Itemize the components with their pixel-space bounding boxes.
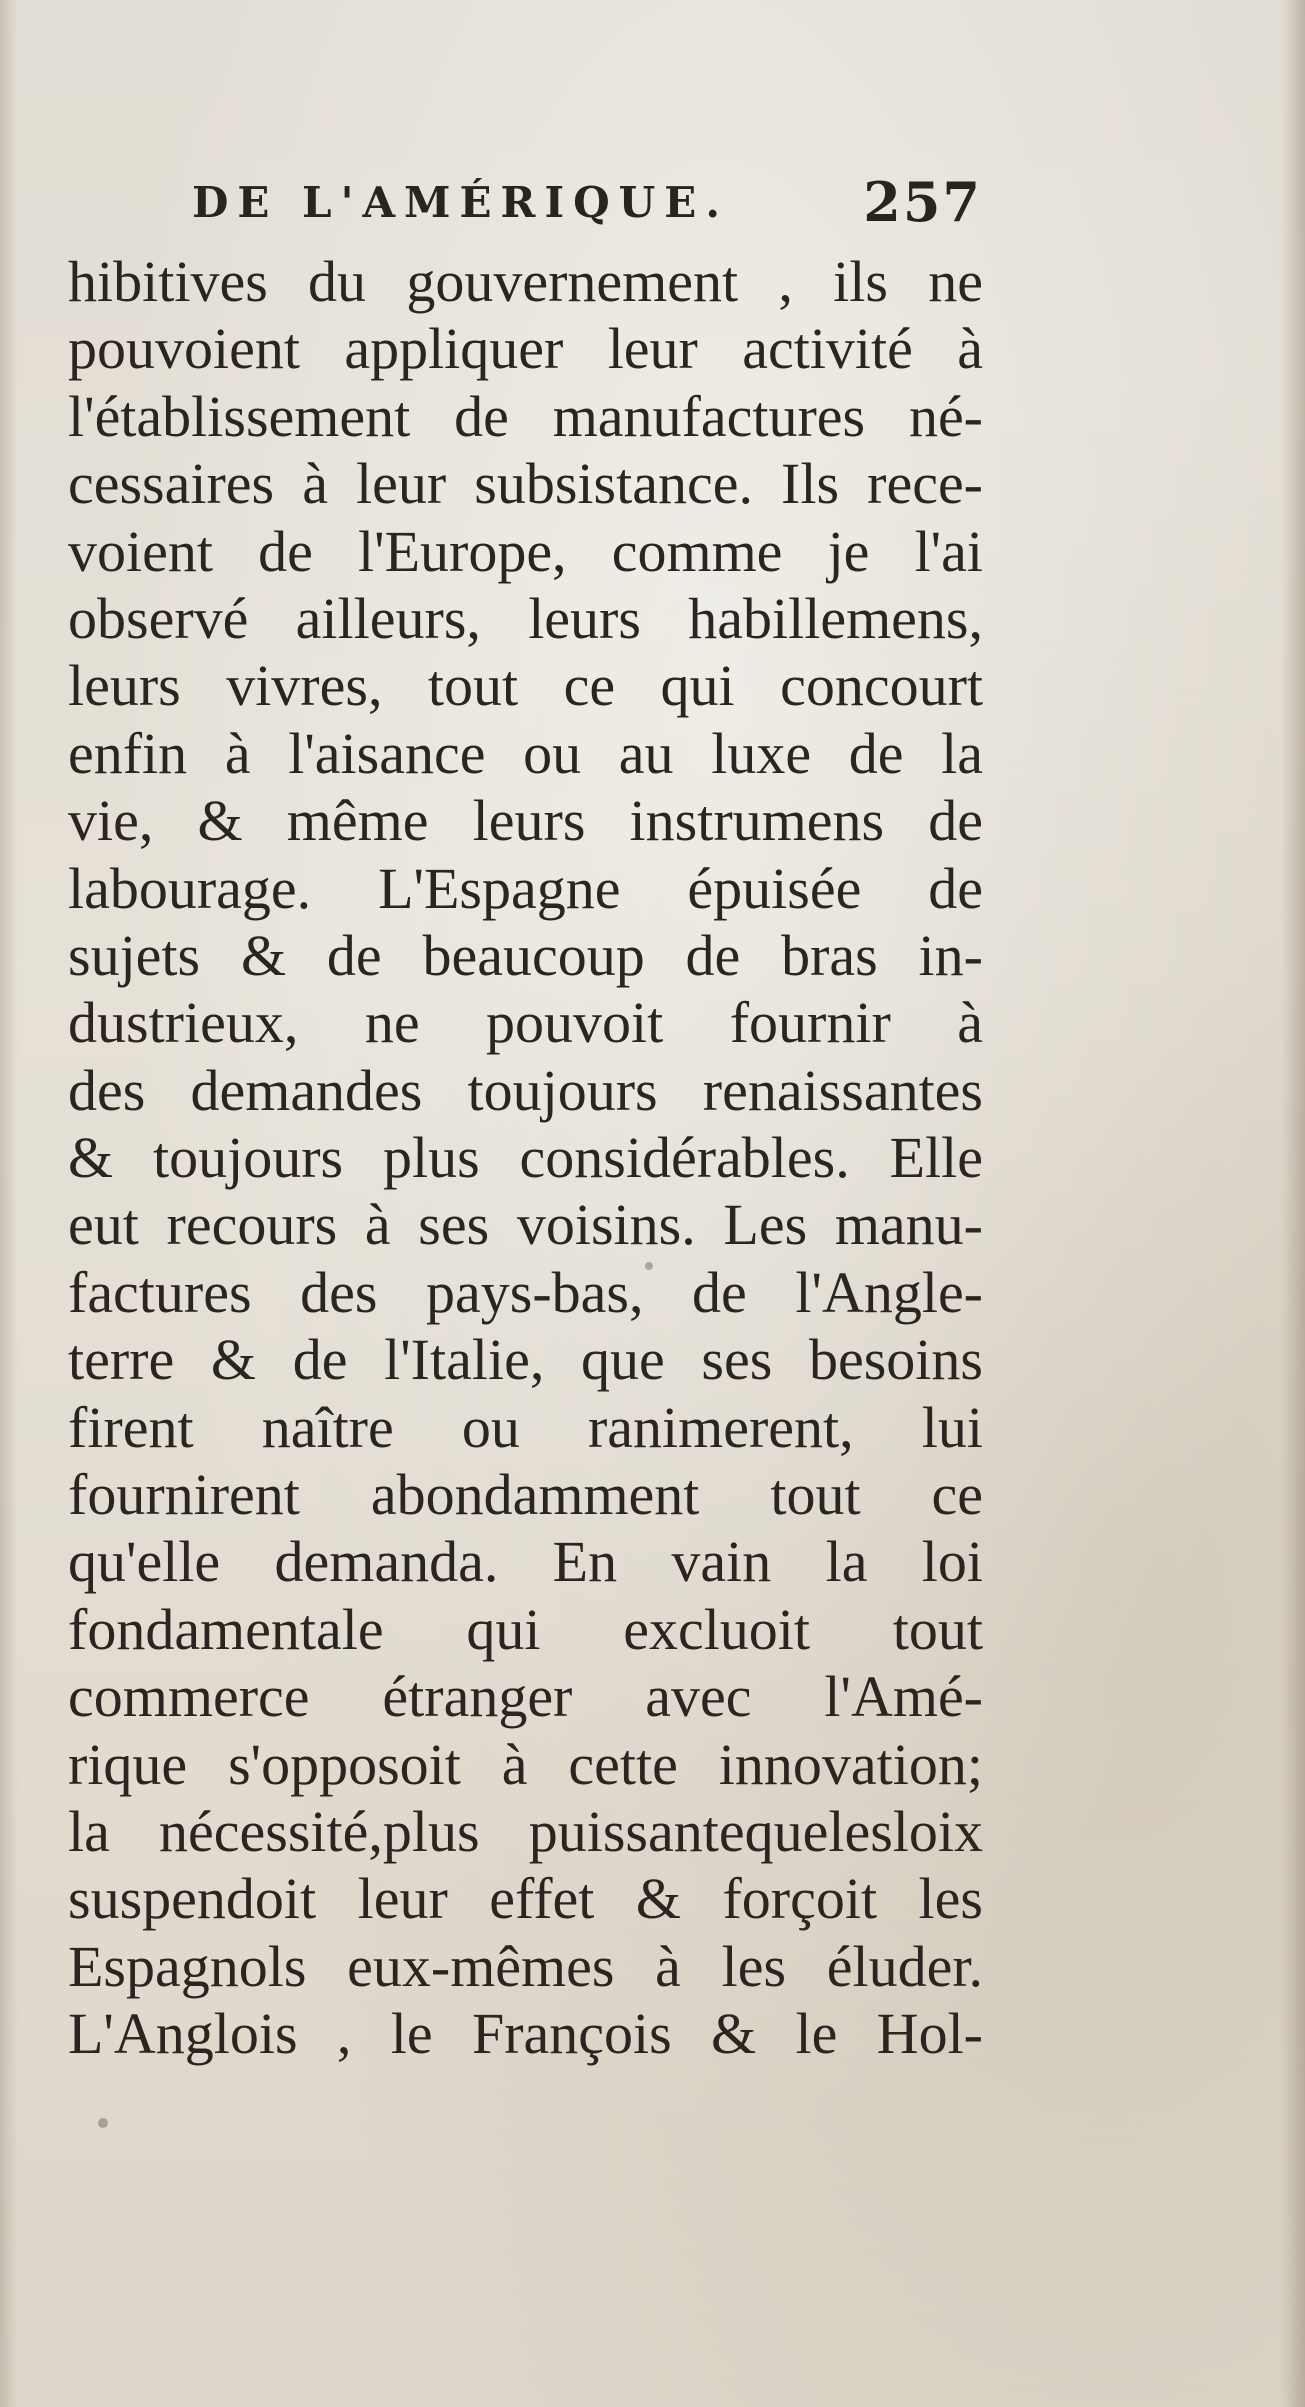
- text-line: enfin à l'aisance ou au luxe de la: [68, 720, 983, 786]
- text-line: rique s'opposoit à cette innovation;: [68, 1731, 983, 1797]
- page-left-edge-shadow: [0, 0, 18, 2407]
- paper-speck: [98, 2118, 108, 2128]
- text-line: sujets & de beaucoup de bras in-: [68, 922, 983, 988]
- text-line: voient de l'Europe, comme je l'ai: [68, 518, 983, 584]
- text-line: leurs vivres, tout ce qui concourt: [68, 653, 983, 719]
- text-line: la nécessité,plus puissantequelesloix: [68, 1798, 983, 1864]
- text-line: fondamentale qui excluoit tout: [68, 1596, 983, 1662]
- running-head: DE L'AMÉRIQUE.: [192, 178, 729, 227]
- text-line: & toujours plus considérables. Elle: [68, 1125, 983, 1191]
- page-right-edge-shadow: [1281, 0, 1305, 2407]
- text-line: des demandes toujours renaissantes: [68, 1057, 983, 1123]
- text-line: terre & de l'Italie, que ses besoins: [68, 1327, 983, 1393]
- text-line: cessaires à leur subsistance. Ils rece-: [68, 451, 983, 517]
- text-line: l'établissement de manufactures né-: [68, 383, 983, 449]
- text-line: factures des pays-bas, de l'Angle-: [68, 1259, 983, 1325]
- text-line: firent naître ou ranimerent, lui: [68, 1394, 983, 1460]
- page-header: [192, 168, 982, 238]
- text-line: qu'elle demanda. En vain la loi: [68, 1529, 983, 1595]
- text-line: fournirent abondamment tout ce: [68, 1462, 983, 1528]
- text-line: observé ailleurs, leurs habillemens,: [68, 585, 983, 651]
- text-line: L'Anglois , le François & le Hol-: [68, 2001, 983, 2067]
- text-line: pouvoient appliquer leur activité à: [68, 316, 983, 382]
- text-line: labourage. L'Espagne épuisée de: [68, 855, 983, 921]
- text-line: commerce étranger avec l'Amé-: [68, 1664, 983, 1730]
- text-line: dustrieux, ne pouvoit fournir à: [68, 990, 983, 1056]
- text-line: hibitives du gouvernement , ils ne: [68, 249, 983, 314]
- text-line: eut recours à ses voisins. Les manu-: [68, 1192, 983, 1258]
- text-line: suspendoit leur effet & forçoit les: [68, 1866, 983, 1932]
- page-number: 257: [863, 170, 982, 234]
- text-line: vie, & même leurs instrumens de: [68, 788, 983, 854]
- text-line: Espagnols eux-mêmes à les éluder.: [68, 1933, 983, 1999]
- body-text: [68, 248, 983, 2068]
